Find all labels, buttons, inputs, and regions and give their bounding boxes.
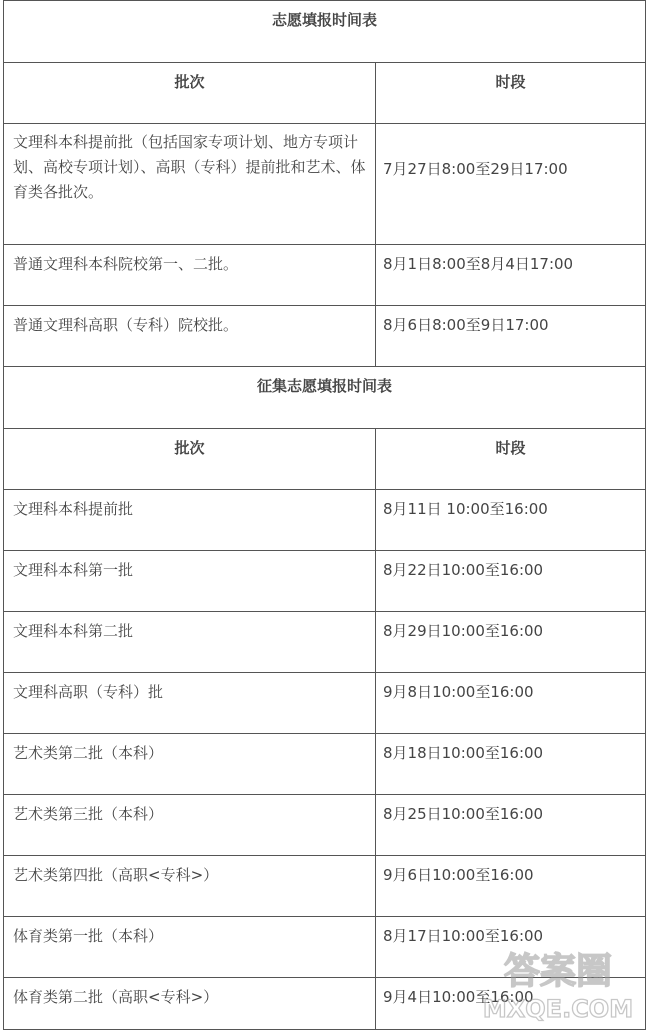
period-cell: 8月22日10:00至16:00 xyxy=(376,551,646,612)
table1-title-row xyxy=(4,1,646,63)
table-row xyxy=(4,978,646,1030)
batch-cell: 文理科本科提前批（包括国家专项计划、地方专项计划、高校专项计划）、高职（专科）提前批和艺术、体育类各批次。 xyxy=(4,124,376,245)
batch-cell: 艺术类第二批（本科） xyxy=(4,734,376,795)
table-row xyxy=(4,245,646,306)
table1-header-period: 时段 xyxy=(376,63,646,124)
table-row xyxy=(4,490,646,551)
period-cell: 8月1日8:00至8月4日17:00 xyxy=(376,245,646,306)
watermark-text-top: 答案圈 xyxy=(503,951,613,992)
table-row xyxy=(4,551,646,612)
batch-cell: 文理科本科第二批 xyxy=(4,612,376,673)
period-cell: 8月6日8:00至9日17:00 xyxy=(376,306,646,367)
period-cell: 8月25日10:00至16:00 xyxy=(376,795,646,856)
period-cell: 9月8日10:00至16:00 xyxy=(376,673,646,734)
table1-header-row xyxy=(4,63,646,124)
period-cell: 8月11日 10:00至16:00 xyxy=(376,490,646,551)
table1-title: 志愿填报时间表 xyxy=(4,1,646,63)
batch-cell: 体育类第二批（高职<专科>） xyxy=(4,978,376,1030)
table2-header-row xyxy=(4,429,646,490)
period-cell: 8月29日10:00至16:00 xyxy=(376,612,646,673)
table-row xyxy=(4,306,646,367)
table1-header-batch: 批次 xyxy=(4,63,376,124)
batch-cell: 普通文理科高职（专科）院校批。 xyxy=(4,306,376,367)
batch-cell: 艺术类第四批（高职<专科>） xyxy=(4,856,376,917)
period-cell: 9月4日10:00至16:00 xyxy=(376,978,646,1030)
batch-cell: 艺术类第三批（本科） xyxy=(4,795,376,856)
period-cell: 8月17日10:00至16:00 xyxy=(376,917,646,978)
table-row xyxy=(4,673,646,734)
table2-header-batch: 批次 xyxy=(4,429,376,490)
batch-cell: 文理科本科提前批 xyxy=(4,490,376,551)
table-row xyxy=(4,917,646,978)
table-row xyxy=(4,612,646,673)
watermark-text-bottom: MXQE.COM xyxy=(482,995,634,1023)
table-row xyxy=(4,124,646,245)
batch-cell: 普通文理科本科院校第一、二批。 xyxy=(4,245,376,306)
timetable xyxy=(3,0,646,1030)
table-row xyxy=(4,795,646,856)
table2-title: 征集志愿填报时间表 xyxy=(4,367,646,429)
table2-header-period: 时段 xyxy=(376,429,646,490)
period-cell: 8月18日10:00至16:00 xyxy=(376,734,646,795)
period-cell: 9月6日10:00至16:00 xyxy=(376,856,646,917)
table-row xyxy=(4,856,646,917)
period-cell: 7月27日8:00至29日17:00 xyxy=(376,124,646,245)
batch-cell: 文理科本科第一批 xyxy=(4,551,376,612)
table2-title-row xyxy=(4,367,646,429)
table-row xyxy=(4,734,646,795)
batch-cell: 体育类第一批（本科） xyxy=(4,917,376,978)
batch-cell: 文理科高职（专科）批 xyxy=(4,673,376,734)
